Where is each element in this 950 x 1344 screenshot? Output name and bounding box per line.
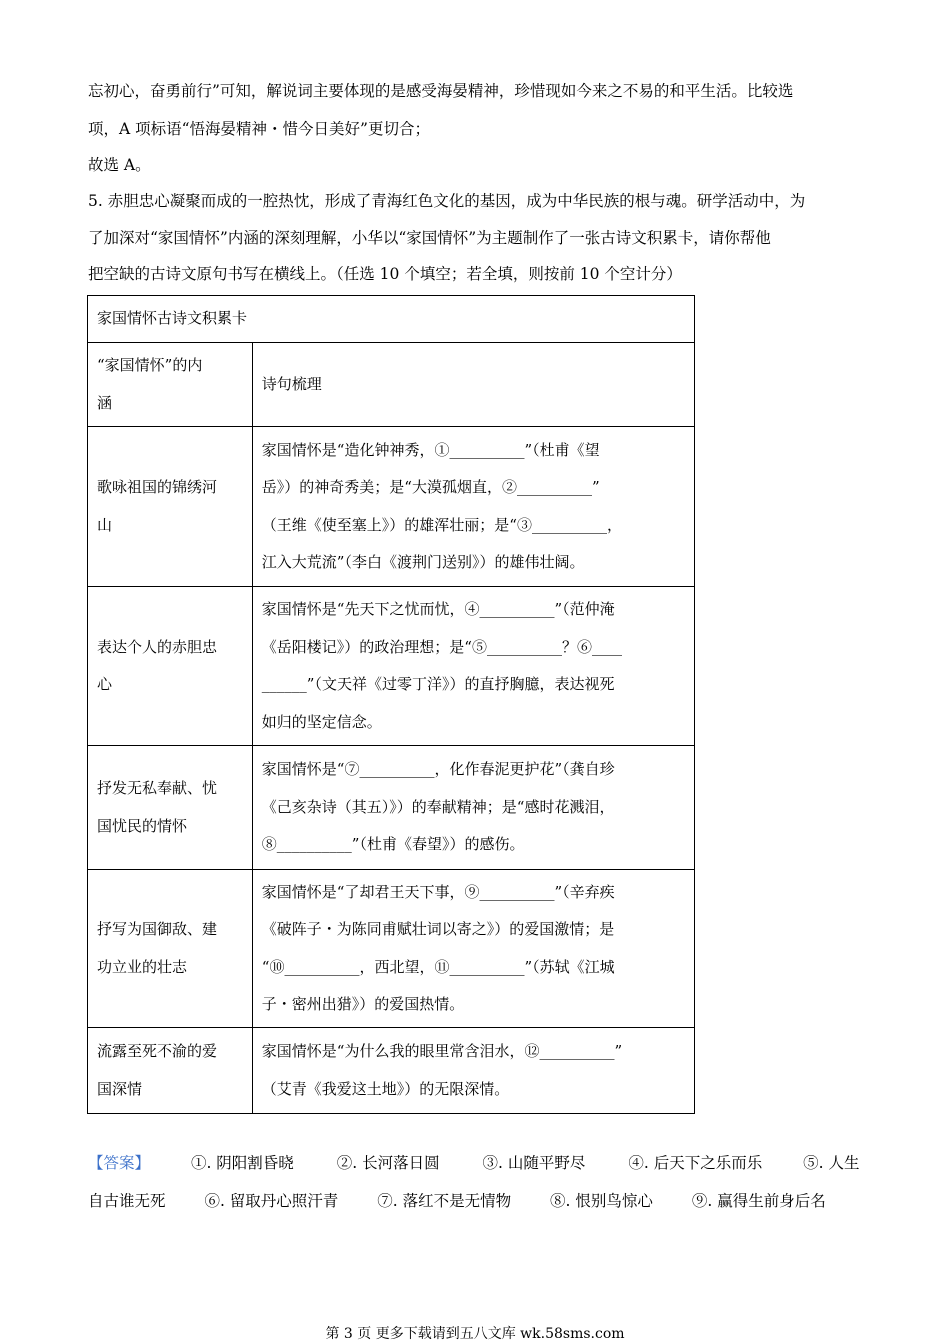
verse-line: “⑩__________，西北望，⑪__________”（苏轼《江城	[261, 957, 615, 976]
answer-item: ⑦. 落红不是无情物	[377, 1192, 512, 1210]
answer-line-2	[88, 1191, 863, 1211]
verse-line: 家国情怀是“先天下之忧而忧，④__________”（范仲淹	[261, 600, 615, 618]
question-line-3: 把空缺的古诗文原句书写在横线上。（任选 10 个填空；若全填，则按前 10 个空计分）	[88, 265, 682, 283]
row-verses	[252, 1028, 694, 1114]
intro-line-3: 故选 A。	[88, 156, 151, 174]
theme-line: 歌咏祖国的锦绣河	[97, 478, 218, 496]
answer-item: ⑨. 赢得生前身后名	[691, 1192, 826, 1210]
table-row	[88, 870, 695, 1028]
header-connotation	[88, 343, 253, 427]
table-row	[88, 1028, 695, 1114]
question-line-2: 了加深对“家国情怀”内涵的深刻理解，小华以“家国情怀”为主题制作了一张古诗文积累卡，请你帮他	[88, 229, 771, 247]
theme-line: 表达个人的赤胆忠	[97, 637, 218, 656]
answer-tag: 【答案】	[88, 1154, 151, 1172]
verse-line: 岳》）的神奇秀美；是“大漠孤烟直，②__________”	[261, 478, 600, 496]
verse-line: 子・密州出猎》）的爱国热情。	[261, 995, 465, 1013]
verse-line: 《己亥杂诗（其五）》）的奉献精神；是“感时花溅泪，	[261, 797, 615, 816]
verse-line: （艾青《我爱这土地》）的无限深情。	[261, 1079, 510, 1098]
verse-line: 如归的坚定信念。	[261, 712, 382, 731]
answer-item: ④. 后天下之乐而乐	[628, 1154, 763, 1172]
table-row	[88, 587, 695, 746]
verse-line: 家国情怀是“造化钟神秀，①__________”（杜甫《望	[261, 440, 600, 459]
row-theme	[88, 870, 253, 1028]
theme-line: 心	[97, 675, 113, 693]
verse-line: 《岳阳楼记》）的政治理想；是“⑤__________？⑥____	[261, 637, 622, 656]
verse-line: ______”（文天祥《过零丁洋》）的直抒胸臆，表达视死	[261, 675, 615, 693]
card-title: 家国情怀古诗文积累卡	[88, 296, 695, 343]
page-footer: 第 3 页 更多下载请到五八文库 wk.58sms.com	[325, 1326, 625, 1342]
row-theme	[88, 1028, 253, 1114]
verse-line: ⑧__________”（杜甫《春望》）的感伤。	[261, 835, 525, 854]
header-verses: 诗句梳理	[252, 343, 694, 427]
intro-line-2: 项，A 项标语“悟海晏精神・惜今日美好”更切合；	[88, 120, 430, 138]
header-connotation-line-2: 涵	[97, 393, 113, 412]
poetry-card-table	[87, 295, 695, 1114]
header-connotation-line-1: “家国情怀”的内	[97, 356, 203, 374]
answer-item: ⑥. 留取丹心照汗青	[204, 1192, 339, 1210]
verse-line: 家国情怀是“了却君王天下事，⑨__________”（辛弃疾	[261, 882, 615, 901]
theme-line: 抒写为国御敌、建	[97, 920, 218, 938]
theme-line: 国忧民的情怀	[97, 816, 188, 835]
row-verses	[252, 587, 694, 746]
row-verses	[252, 427, 694, 587]
row-theme	[88, 427, 253, 587]
answer-line-1	[88, 1153, 863, 1173]
answer-item: 自古谁无死	[88, 1192, 166, 1210]
theme-line: 国深情	[97, 1079, 143, 1098]
question-line-1: 5. 赤胆忠心凝聚而成的一腔热忱，形成了青海红色文化的基因，成为中华民族的根与魂。研学活动中，为	[88, 192, 806, 210]
row-verses	[252, 746, 694, 870]
table-row	[88, 746, 695, 870]
verse-line: 家国情怀是“为什么我的眼里常含泪水，⑫__________”	[261, 1042, 623, 1060]
answer-item: ⑤. 人生	[803, 1154, 860, 1172]
row-verses	[252, 870, 694, 1028]
answer-item: ①. 阴阳割昏晓	[190, 1154, 294, 1172]
verse-line: 江入大荒流”（李白《渡荆门送别》）的雄伟壮阔。	[261, 553, 585, 571]
theme-line: 流露至死不渝的爱	[97, 1042, 218, 1060]
row-theme	[88, 587, 253, 746]
table-row	[88, 427, 695, 587]
verse-line: （王维《使至塞上》）的雄浑壮丽；是“③__________，	[261, 515, 622, 534]
answer-item: ⑧. 恨别鸟惊心	[550, 1192, 653, 1210]
theme-line: 抒发无私奉献、忧	[97, 779, 218, 797]
verse-line: 《破阵子・为陈同甫赋壮词以寄之》）的爱国激情；是	[261, 920, 615, 938]
row-theme	[88, 746, 253, 870]
answer-item: ③. 山随平野尽	[482, 1154, 586, 1172]
intro-line-1: 忘初心，奋勇前行”可知，解说词主要体现的是感受海晏精神，珍惜现如今来之不易的和平生活。比较选	[88, 82, 794, 100]
theme-line: 山	[97, 515, 113, 534]
verse-line: 家国情怀是“⑦__________，化作春泥更护花”（龚自珍	[261, 760, 615, 779]
answer-item: ②. 长河落日圆	[336, 1154, 440, 1172]
card-title-row	[88, 296, 695, 343]
card-header-row	[88, 343, 695, 427]
theme-line: 功立业的壮志	[97, 957, 188, 976]
